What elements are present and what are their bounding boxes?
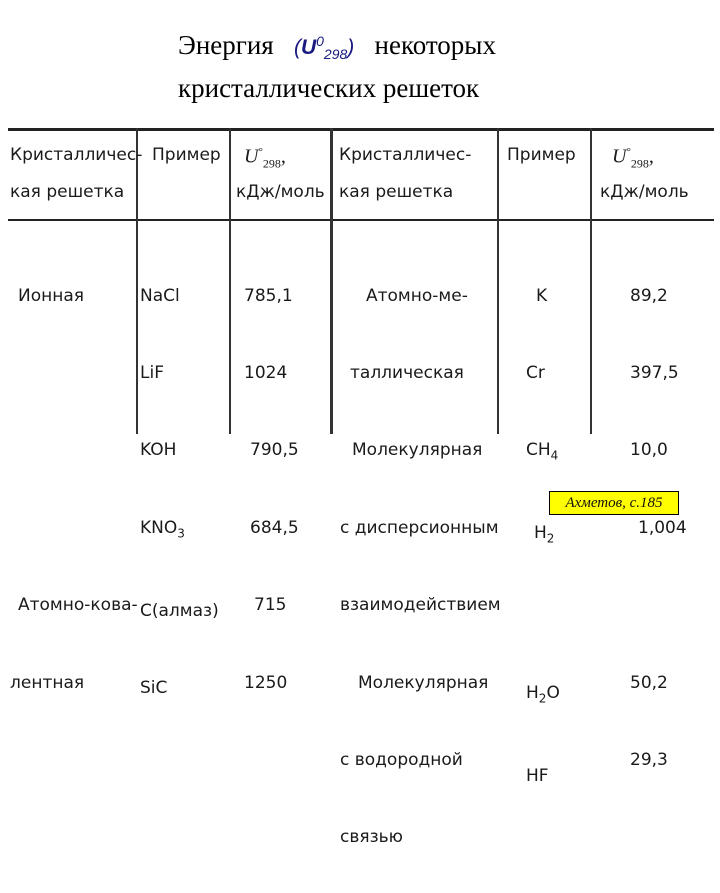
table-cell [526,604,560,630]
table-cell: SiC [140,677,168,698]
header-lattice-line1: Кристалличес- [339,145,472,165]
column-divider [590,128,592,434]
header-lattice-line2: кая решетка [10,182,125,202]
table-cell: Ионная [18,285,84,306]
table-header-rule [8,219,714,221]
table-cell: Атомно-кова- [18,595,138,616]
table-cell: связью [340,827,403,848]
header-example: Пример [507,145,576,165]
energy-symbol: $(U^0_{298})$ [293,33,355,63]
table-cell: LiF [140,362,164,383]
table-cell [18,516,138,542]
header-unit: кДж/моль [236,182,325,202]
table-cell: 790,5 [250,440,299,461]
table-cell: HF [526,766,549,787]
right-value-column [630,232,687,877]
table-cell: 785,1 [244,285,293,306]
table-cell: $KNO_3$ [140,517,185,541]
header-example: Пример [152,145,221,165]
right-lattice-column [340,232,501,877]
left-example-column [140,232,219,728]
table-cell: 715 [254,595,287,616]
table-cell [630,825,687,851]
column-divider-center [330,128,333,434]
table-cell: лентная [10,672,85,693]
table-cell: Молекулярная [358,672,489,693]
header-energy: $U^\circ_{298}$, [612,145,654,171]
table-cell [630,593,687,619]
table-cell: взаимодействием [340,595,501,616]
title-line-1: Энергия $(U^0_{298})$ некоторых [178,30,496,63]
table-cell: KOH [140,440,177,461]
slide-title [178,24,496,105]
table-cell: 50,2 [630,672,668,693]
table-cell [526,842,560,868]
table-cell: Cr [526,362,545,383]
table-cell: 1,004 [638,517,687,538]
right-example-column [526,232,560,893]
header-lattice-line1: Кристалличес- [10,145,143,165]
table-cell: 684,5 [250,517,299,538]
table-cell: 89,2 [630,285,668,306]
table-cell: Молекулярная [352,440,483,461]
header-lattice-line2: кая решетка [339,182,454,202]
table-cell: таллическая [350,362,464,383]
table-cell: $H_2O$ [526,683,560,706]
table-cell [18,438,138,464]
column-divider [229,128,231,434]
table-cell: NaCl [140,285,180,306]
table-cell: K [536,285,548,306]
table-cell: 1250 [244,672,288,693]
table-cell: с водородной [340,749,463,770]
table-cell: 1024 [244,362,288,383]
header-unit: кДж/моль [600,182,689,202]
table-top-rule [8,128,714,131]
left-value-column [244,232,299,722]
left-lattice-column [10,232,138,722]
table-cell: 29,3 [630,749,668,770]
title-line-2: кристаллических решеток [178,73,480,104]
table-cell: с дисперсионным [340,517,499,538]
citation-label: Ахметов, с.185 [549,491,679,515]
table-cell: 397,5 [630,362,679,383]
table-cell [18,361,138,387]
table-cell: $H_2$ [534,523,555,546]
table-cell: 10,0 [630,440,668,461]
table-cell: Атомно-ме- [366,285,468,306]
table-cell: $CH_4$ [526,440,559,463]
table-cell: C(алмаз) [140,600,219,621]
header-energy: $U^\circ_{298}$, [244,145,286,171]
